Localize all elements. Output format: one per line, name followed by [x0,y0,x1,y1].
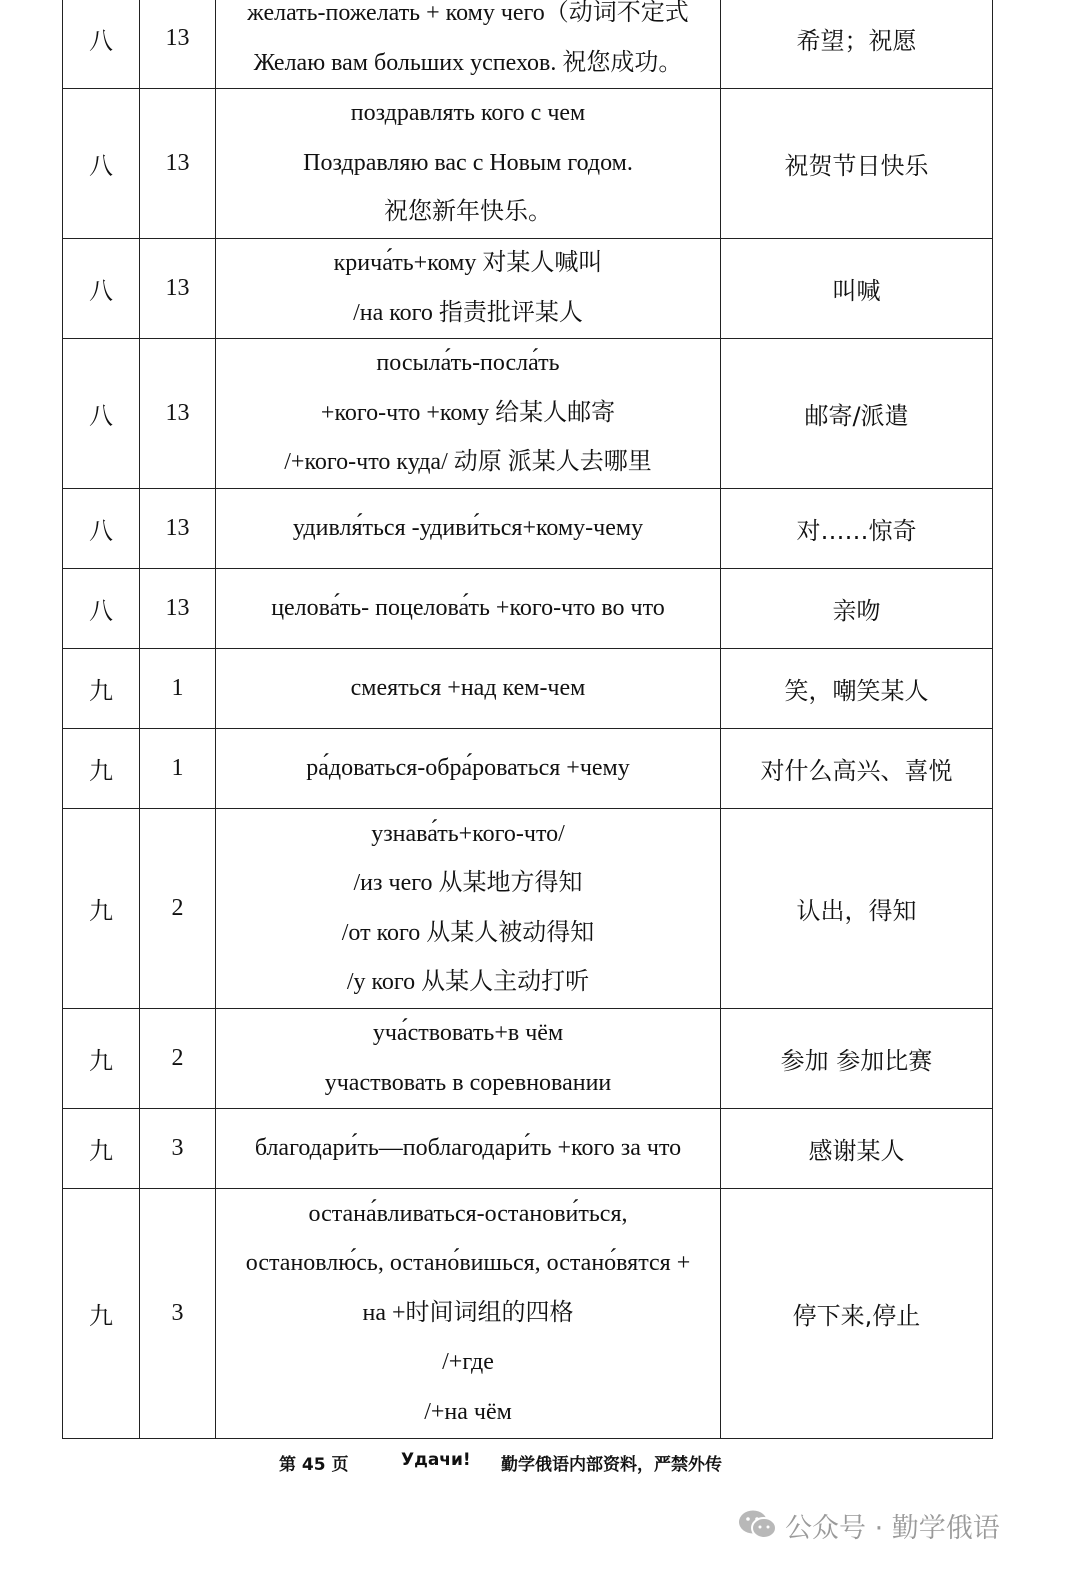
number-cell: 3 [140,1189,216,1439]
table-row [63,489,993,569]
russian-usage-cell [216,569,721,649]
usage-line: /+кого-что куда/ 动原 派某人去哪里 [284,449,652,476]
lesson-cell: 八 [63,489,140,569]
usage-line: желать-пожелать + кому чего（动词不定式 [247,0,689,26]
russian-usage-cell [216,489,721,569]
lesson-cell: 八 [63,89,140,239]
usage-line: +кого-что +кому 给某人邮寄 [320,399,616,426]
lesson-cell: 九 [63,1009,140,1109]
table-row [63,1009,993,1109]
table-row [63,0,993,89]
number-cell: 13 [140,489,216,569]
usage-line: смеяться +над кем-чем [350,674,586,701]
watermark-text: 公众号 · 勤学俄语 [785,1512,1000,1544]
usage-line: поздравлять кого с чем [350,100,586,127]
footer-page-number: 第 45 页 [279,1455,349,1475]
chinese-meaning-cell: 停下来,停止 [721,1189,993,1439]
usage-line: остана́вливаться-останови́ться, [308,1200,628,1227]
usage-line: остановлю́сь, остано́вишься, остано́вятся + [245,1250,691,1277]
table-row [63,729,993,809]
chinese-meaning-cell: 邮寄/派遣 [721,339,993,489]
number-cell: 3 [140,1109,216,1189]
chinese-meaning-cell: 叫喊 [721,239,993,339]
number-cell: 13 [140,239,216,339]
usage-line: /из чего 从某地方得知 [353,870,583,896]
usage-line: ра́доваться-обра́роваться +чему [306,754,630,781]
russian-usage-cell [216,729,721,809]
lesson-cell: 八 [63,0,140,89]
table-row [63,1189,993,1439]
chinese-meaning-cell: 对……惊奇 [721,489,993,569]
usage-line: /+где [442,1349,494,1376]
table-row [63,809,993,1009]
lesson-cell: 九 [63,729,140,809]
russian-usage-cell [216,89,721,239]
usage-line: целова́ть- поцелова́ть +кого-что во что [271,594,665,621]
wechat-icon [737,1507,779,1543]
number-cell: 2 [140,809,216,1009]
number-cell: 1 [140,729,216,809]
usage-line: на +时间词组的四格 [362,1299,574,1326]
lesson-cell: 九 [63,1109,140,1189]
russian-usage-cell [216,0,721,89]
chinese-meaning-cell: 参加 参加比赛 [721,1009,993,1109]
chinese-meaning-cell: 感谢某人 [721,1109,993,1189]
usage-line: Желаю вам больших успехов. 祝您成功。 [253,49,683,76]
number-cell: 13 [140,89,216,239]
table-row [63,569,993,649]
footer-internal-note: 勤学俄语内部资料，严禁外传 [501,1455,722,1475]
usage-line: крича́ть+кому 对某人喊叫 [333,250,603,276]
russian-usage-cell [216,1189,721,1439]
chinese-meaning-cell: 认出，得知 [721,809,993,1009]
usage-line: /от кого 从某人被动得知 [341,919,595,946]
table-body [63,0,993,1439]
usage-line: узнава́ть+кого-что/ [371,820,565,847]
usage-line: удивля́ться -удиви́ться+кому-чему [292,514,644,541]
usage-line: 祝您新年快乐。 [384,199,552,226]
russian-usage-cell [216,1109,721,1189]
footer-good-luck: Удачи! [401,1450,471,1470]
chinese-meaning-cell: 祝贺节日快乐 [721,89,993,239]
usage-line: уча́ствовать+в чём [372,1020,564,1046]
usage-line: благодари́ть—поблагодари́ть +кого за что [254,1134,682,1161]
number-cell: 13 [140,339,216,489]
usage-line: участвовать в соревновании [324,1069,612,1096]
lesson-cell: 九 [63,809,140,1009]
watermark [737,1503,1000,1547]
usage-line: Поздравляю вас с Новым годом. [303,149,633,176]
table-row [63,339,993,489]
number-cell: 2 [140,1009,216,1109]
lesson-cell: 八 [63,339,140,489]
chinese-meaning-cell: 亲吻 [721,569,993,649]
table-row [63,239,993,339]
lesson-cell: 九 [63,649,140,729]
russian-usage-cell [216,239,721,339]
page-footer [0,1450,1080,1476]
table-row [63,89,993,239]
russian-usage-cell [216,649,721,729]
table-row [63,649,993,729]
usage-line: /на кого 指责批评某人 [353,299,583,326]
vocabulary-table [62,0,993,1439]
usage-line: /+на чём [424,1398,512,1425]
number-cell: 1 [140,649,216,729]
russian-usage-cell [216,809,721,1009]
number-cell: 13 [140,569,216,649]
usage-line: /у кого 从某人主动打听 [346,969,590,995]
number-cell: 13 [140,0,216,89]
chinese-meaning-cell: 希望；祝愿 [721,0,993,89]
table-row [63,1109,993,1189]
lesson-cell: 八 [63,239,140,339]
lesson-cell: 八 [63,569,140,649]
chinese-meaning-cell: 对什么高兴、喜悦 [721,729,993,809]
russian-usage-cell [216,339,721,489]
lesson-cell: 九 [63,1189,140,1439]
chinese-meaning-cell: 笑，嘲笑某人 [721,649,993,729]
usage-line: посыла́ть-посла́ть [376,350,560,377]
russian-usage-cell [216,1009,721,1109]
